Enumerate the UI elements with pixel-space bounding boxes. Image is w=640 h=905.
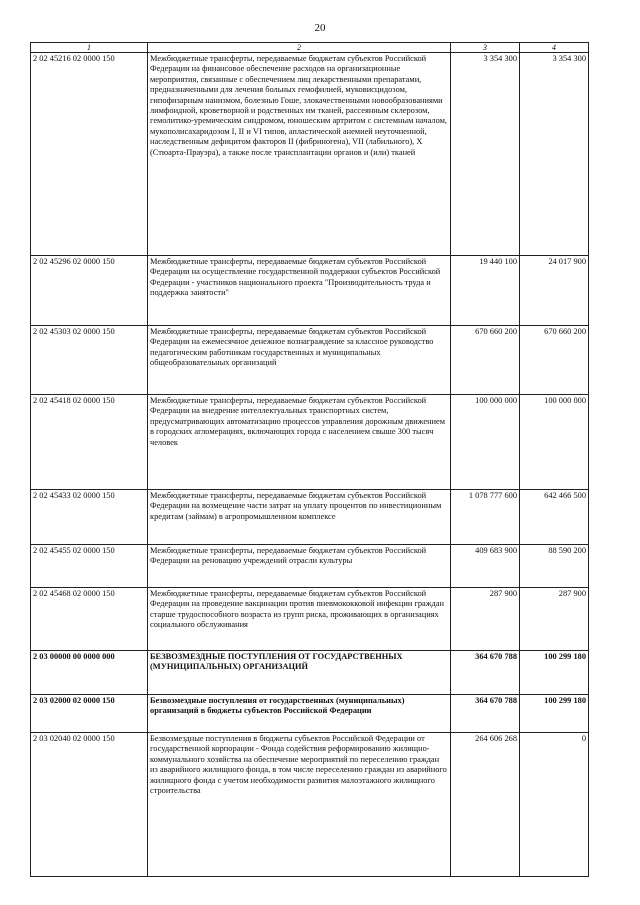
value-col3: 364 670 788 [451,695,520,733]
value-col4: 670 660 200 [520,326,589,395]
table-row [31,651,589,695]
value-col3: 100 000 000 [451,395,520,490]
budget-code: 2 03 02000 02 0000 150 [31,695,148,733]
budget-code: 2 02 45303 02 0000 150 [31,326,148,395]
value-col3: 364 670 788 [451,651,520,695]
budget-table [30,42,589,877]
value-col4: 287 900 [520,588,589,651]
value-col3: 19 440 100 [451,256,520,326]
budget-code: 2 02 45418 02 0000 150 [31,395,148,490]
value-col3: 287 900 [451,588,520,651]
table-row [31,53,589,256]
budget-code: 2 03 02040 02 0000 150 [31,733,148,877]
table-row [31,326,589,395]
budget-code: 2 02 45296 02 0000 150 [31,256,148,326]
table-row [31,256,589,326]
row-description: Межбюджетные трансферты, передаваемые бюджетам субъектов Российской Федерации на финансовое обеспечение расходов на организационные мероприятия, связанные с обеспечением лиц лекарственными препаратами, предназначенными для лечения больных гемофилией, муковисцидозом, гипофизарным нанизмом, болезнью Гоше, злокачественными новообразованиями лимфоидной, кроветворной и родственных им тканей, рассеянным склерозом, гемолитико-уремическим синдромом, юношеским артритом с системным началом, мукополисахаридозом I, II и VI типов, апластической анемией неуточненной, наследственным дефицитом факторов II (фибриногена), VII (лабильного), X (Стюарта-Прауэра), а также после трансплантации органов и (или) тканей [148,53,451,256]
budget-code: 2 02 45216 02 0000 150 [31,53,148,256]
value-col3: 670 660 200 [451,326,520,395]
row-description: Безвозмездные поступления в бюджеты субъектов Российской Федерации от государственной корпорации - Фонда содействия реформированию жилищно-коммунального хозяйства на обеспечение мероприятий по переселению граждан из аварийного жилищного фонда, в том числе переселению граждан из аварийного жилищного фонда с учетом необходимости развития малоэтажного жилищного строительства [148,733,451,877]
row-description: Безвозмездные поступления от государственных (муниципальных) организаций в бюджеты субъектов Российской Федерации [148,695,451,733]
row-description: Межбюджетные трансферты, передаваемые бюджетам субъектов Российской Федерации на осуществление государственной поддержки субъектов Российской Федерации - участников национального проекта "Производительность труда и поддержка занятости" [148,256,451,326]
budget-code: 2 02 45455 02 0000 150 [31,545,148,588]
column-header: 2 [148,43,451,53]
row-description: Межбюджетные трансферты, передаваемые бюджетам субъектов Российской Федерации на возмещение части затрат на уплату процентов по инвестиционным кредитам (займам) в агропромышленном комплексе [148,490,451,545]
value-col4: 3 354 300 [520,53,589,256]
column-header: 4 [520,43,589,53]
value-col4: 88 590 200 [520,545,589,588]
value-col4: 100 000 000 [520,395,589,490]
column-header: 1 [31,43,148,53]
table-row [31,395,589,490]
value-col3: 264 606 268 [451,733,520,877]
budget-code: 2 02 45468 02 0000 150 [31,588,148,651]
table-row [31,545,589,588]
table-row [31,588,589,651]
row-description: Межбюджетные трансферты, передаваемые бюджетам субъектов Российской Федерации на реновацию учреждений отрасли культуры [148,545,451,588]
value-col4: 100 299 180 [520,651,589,695]
budget-code: 2 03 00000 00 0000 000 [31,651,148,695]
page-number: 20 [314,22,326,34]
value-col4: 0 [520,733,589,877]
value-col4: 100 299 180 [520,695,589,733]
value-col3: 3 354 300 [451,53,520,256]
row-description: Межбюджетные трансферты, передаваемые бюджетам субъектов Российской Федерации на ежемесячное денежное вознаграждение за классное руководство педагогическим работникам государственных и муниципальных общеобразовательных организаций [148,326,451,395]
value-col3: 1 078 777 600 [451,490,520,545]
row-description: Межбюджетные трансферты, передаваемые бюджетам субъектов Российской Федерации на внедрение интеллектуальных транспортных систем, предусматривающих автоматизацию процессов управления дорожным движением в городских агломерациях, включающих города с населением свыше 300 тысяч человек [148,395,451,490]
table-row [31,490,589,545]
value-col3: 409 683 900 [451,545,520,588]
table-row [31,733,589,877]
table-header-row [31,43,589,53]
table-row [31,695,589,733]
value-col4: 24 017 900 [520,256,589,326]
column-header: 3 [451,43,520,53]
value-col4: 642 466 500 [520,490,589,545]
row-description: Межбюджетные трансферты, передаваемые бюджетам субъектов Российской Федерации на проведение вакцинации против пневмококковой инфекции граждан старше трудоспособного возраста из групп риска, проживающих в организациях социального обслуживания [148,588,451,651]
budget-code: 2 02 45433 02 0000 150 [31,490,148,545]
row-description: БЕЗВОЗМЕЗДНЫЕ ПОСТУПЛЕНИЯ ОТ ГОСУДАРСТВЕННЫХ (МУНИЦИПАЛЬНЫХ) ОРГАНИЗАЦИЙ [148,651,451,695]
